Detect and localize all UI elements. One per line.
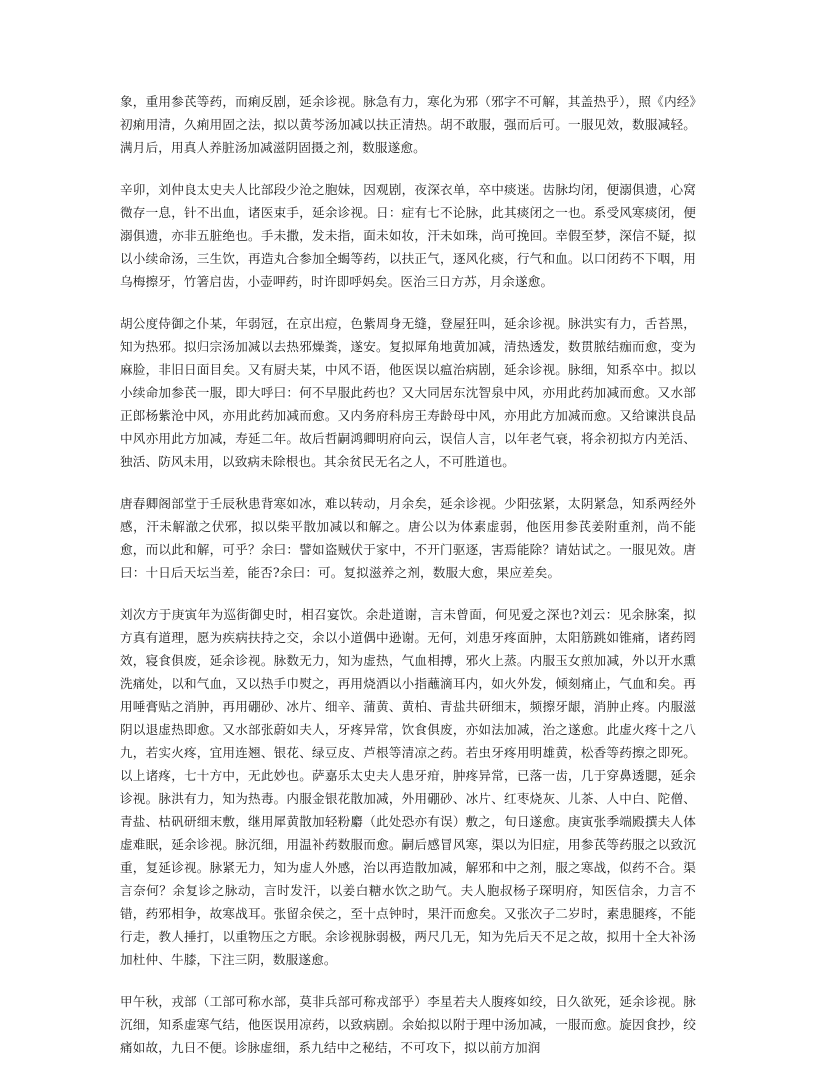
- paragraph-3: 胡公度侍御之仆某，年弱冠，在京出痘，色紫周身无缝，登屋狂叫，延余诊视。脉洪实有力，舌苔黑，知为热邪。拟归宗汤加减以去热邪燥粪，遂安。复拟犀角地黄加减，清热透发，数贯脓结痂而愈，变为麻脸，非旧日面目矣。又有厨夫某，中风不语，他医误以瘟治病剧，延余诊视。脉细，知系卒中。拟以小续命加参芪一服，即大呼曰：何不早服此药也？又大同居东沈智泉中风，亦用此药加减而愈。又水部正郎杨紫沧中风，亦用此药加减而愈。又内务府科房王寿龄母中风，亦用此方加减而愈。又给谏洪良品中风亦用此方加减，寿延二年。故后哲嗣鸿卿明府向云，误信人言，以年老气衰，将余初拟方内羌活、独活、防风未用，以致病未除根也。其余贫民无名之人，不可胜道也。: [120, 316, 696, 469]
- paragraph-1: 象，重用参芪等药，而痢反剧，延余诊视。脉急有力，寒化为邪（邪字不可解，其盖热乎），照《内经》初痢用清，久痢用固之法，拟以黄芩汤加减以扶正清热。胡不敢服，强而后可。一服见效，数服减轻。满月后，用真人养脏汤加减滋阴固摄之剂，数服遂愈。: [120, 94, 696, 155]
- document-page: [120, 90, 696, 1078]
- paragraph-4: 唐春卿阁部堂于壬辰秋患背寒如冰，难以转动，月余矣，延余诊视。少阳弦紧，太阴紧急，知系两经外感，汗未解澈之伏邪，拟以柴平散加减以和解之。唐公以为体素虚弱，他医用参芪姜附重剂，尚不能愈，而以此和解，可乎？余曰：譬如盗贼伏于家中，不开门驱逐，害焉能除？请姑试之。一服见效。唐曰：十日后天坛当差，能否?余曰：可。复拟滋养之剂，数服大愈，果应差矣。: [120, 496, 696, 580]
- paragraph-6: 甲午秋，戎部（工部可称水部，莫非兵部可称戎部乎）李星若夫人腹疼如绞，日久欲死，延余诊视。脉沉细，知系虚寒气结，他医误用凉药，以致病剧。余始拟以附于理中汤加减，一服而愈。旋因食抄，绞痛如故，九日不便。诊脉虚细，系九结中之秘结，不可攻下，拟以前方加润: [120, 994, 696, 1055]
- paragraph-2: 辛卯，刘仲良太史夫人比部段少沧之胞妹，因观剧，夜深衣单，卒中痰迷。齿脉均闭，便溺俱遗，心窝微存一息，针不出血，诸医束手，延余诊视。日：症有七不论脉，此其痰闭之一也。系受风寒痰闭，便溺俱遗，亦非五脏绝也。手未撒，发未指，面未如妆，汗未如珠，尚可挽回。幸假至梦，深信不疑，拟以小续命汤，三生饮，再造丸合参加全蝎等药，以扶正气，逐风化痰，行气和血。以口闭药不下咽，用乌梅擦牙，竹箸启齿，小壶呷药，时许即呼妈矣。医治三日方苏，月余遂愈。: [120, 182, 696, 289]
- paragraph-5: 刘次方于庚寅年为巡街御史时，相召宴饮。余赴道谢，言未曾面，何见爱之深也?刘云：见余脉案，拟方真有道理，愿为疾病扶持之交，余以小道偶中逊谢。无何，刘患牙疼面肿，太阳筋跳如锥痛，诸药罔效，寝食俱废，延余诊视。脉数无力，知为虚热，气血相搏，邪火上蒸。内服玉女煎加减，外以开水熏洗痛处，以和气血，又以热手巾熨之，再用烧酒以小指蘸滴耳内，如火外发，倾刻痛止，气血和矣。再用唾膏贴之消肿，再用硼砂、冰片、细辛、蒲黄、黄柏、青盐共研细末，频擦牙龈，消肿止疼。内服滋阴以退虚热即愈。又水部张蔚如夫人，牙疼异常，饮食俱废，亦如法加减，治之遂愈。此虚火疼十之八九，若实火疼，宜用连翘、银花、绿豆皮、芦根等清凉之药。若虫牙疼用明雄黄，松香等药擦之即死。以上诸疼，七十方中，无此妙也。萨嘉乐太史夫人患牙疳，肿疼异常，已落一齿，几于穿鼻透腮，延余诊视。脉洪有力，知为热毒。内服金银花散加减，外用硼砂、冰片、红枣烧灰、儿茶、人中白、陀僧、青盐、枯矾研细末敷，继用犀黄散加轻粉麝（此处恐亦有误）敷之，旬日遂愈。庚寅张季端殿撰夫人体虚难眠，延余诊视。脉沉细，用温补药数服而愈。嗣后感冒风寒，渠以为旧症，用参芪等药服之以致沉重，复延诊视。脉紧无力，知为虚人外感，治以再造散加减，解邪和中之剂，服之寒战，似药不合。渠言奈何？余复诊之脉动，言时发汗，以姜白糖水饮之助气。夫人胞叔杨子琛明府，知医信余，力言不错，药邪相争，故寒战耳。张留余侯之，至十点钟时，果汗而愈矣。又张次子二岁时，素患腿疼，不能行走，教人捶打，以重物压之方眠。余诊视脉弱极，两尺几无，知为先后天不足之故，拟用十全大补汤加杜仲、牛膝，下注三阴，数服遂愈。: [120, 607, 696, 967]
